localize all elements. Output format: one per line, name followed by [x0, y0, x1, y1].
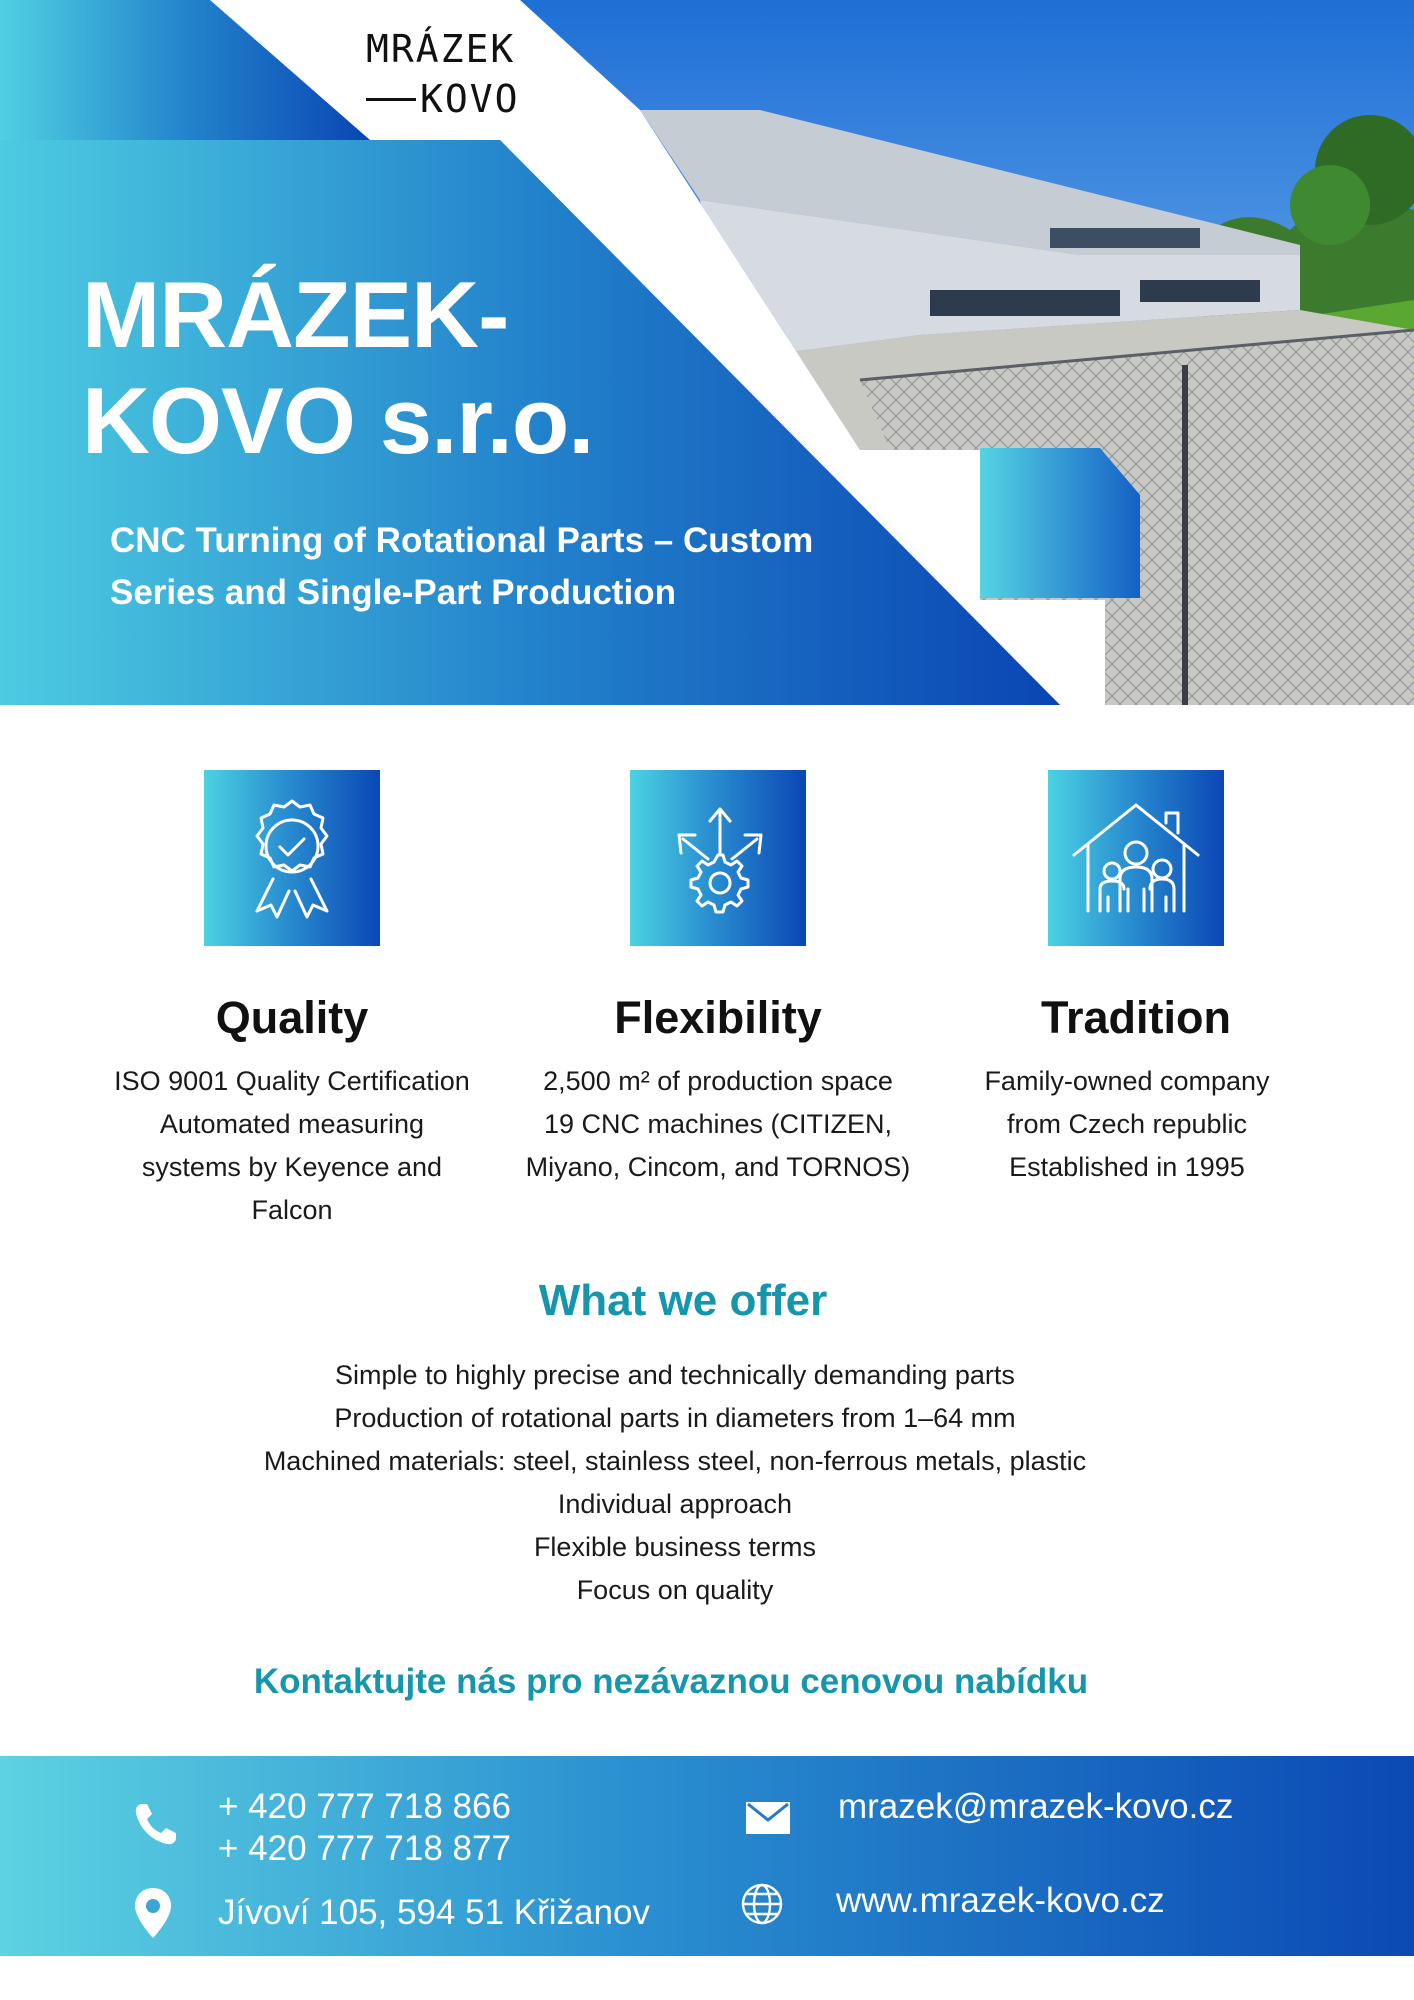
hero-title [82, 262, 702, 474]
cta-text: Kontaktujte nás pro nezávaznou cenovou nabídku [253, 1662, 1089, 1701]
feature-title: Tradition [1041, 992, 1231, 1043]
feature-icon-box [1048, 770, 1224, 946]
feature-line: from Czech republic [1006, 1109, 1248, 1139]
feature-quality [82, 770, 502, 1232]
logo-line1: MRÁZEK [366, 27, 516, 71]
offer-item: Flexible business terms [533, 1532, 817, 1562]
feature-line: 2,500 m² of production space [543, 1066, 893, 1096]
hero-title-line2: KOVO s.r.o. [82, 368, 594, 473]
feature-line: Established in 1995 [1009, 1152, 1245, 1182]
email-icon [746, 1802, 790, 1834]
feature-flexibility [508, 770, 928, 1189]
hero-banner [0, 0, 1414, 705]
feature-line: Falcon [251, 1195, 333, 1225]
feature-description [908, 1060, 1346, 1189]
feature-line: systems by Keyence and [141, 1152, 443, 1182]
call-to-action [0, 1662, 1414, 1702]
accent-shape [980, 448, 1140, 598]
hero-title-line1: MRÁZEK- [82, 262, 509, 367]
feature-line: Automated measuring [159, 1109, 425, 1139]
phone-number-2[interactable]: + 420 777 718 877 [218, 1829, 511, 1868]
email-link[interactable]: mrazek@mrazek-kovo.cz [838, 1787, 1234, 1826]
award-ribbon-check-icon [227, 793, 357, 923]
address-text: Jívoví 105, 594 51 Křižanov [218, 1893, 650, 1932]
top-blue-shape [0, 0, 370, 140]
features-section [0, 770, 1414, 1240]
feature-title: Flexibility [614, 992, 822, 1043]
website-link[interactable]: www.mrazek-kovo.cz [836, 1881, 1165, 1920]
hero-subtitle [110, 515, 870, 619]
company-logo [366, 24, 520, 124]
offer-item: Machined materials: steel, stainless steel, non-ferrous metals, plastic [263, 1446, 1087, 1476]
logo-line2: KOVO [420, 77, 520, 121]
logo-dash [366, 98, 416, 101]
globe-icon [740, 1882, 784, 1926]
feature-description [82, 1060, 502, 1232]
house-family-icon [1066, 793, 1206, 923]
feature-icon-box [630, 770, 806, 946]
offer-item: Focus on quality [576, 1575, 774, 1605]
feature-line: ISO 9001 Quality Certification [114, 1066, 470, 1096]
offer-item: Individual approach [557, 1489, 793, 1519]
hero-subtitle-line1: CNC Turning of Rotational Parts – Custom [110, 521, 814, 560]
gear-arrows-icon [653, 793, 783, 923]
offer-section [0, 1270, 1414, 1612]
feature-title: Quality [215, 992, 369, 1043]
feature-line: Miyano, Cincom, and TORNOS) [525, 1152, 911, 1182]
hero-subtitle-line2: Series and Single-Part Production [110, 573, 676, 612]
offer-title: What we offer [538, 1276, 828, 1325]
feature-line: Family-owned company [984, 1066, 1270, 1096]
offer-item: Simple to highly precise and technically demanding parts [335, 1360, 1015, 1390]
feature-description [508, 1060, 928, 1189]
phone-number-1[interactable]: + 420 777 718 866 [218, 1787, 511, 1826]
phone-icon [132, 1800, 180, 1848]
feature-line: 19 CNC machines (CITIZEN, [543, 1109, 893, 1139]
location-pin-icon [133, 1886, 173, 1940]
contact-footer [0, 1756, 1414, 1956]
feature-tradition [926, 770, 1346, 1189]
feature-icon-box [204, 770, 380, 946]
offer-item: Production of rotational parts in diameters from 1–64 mm [334, 1403, 1016, 1433]
offer-list [0, 1354, 1382, 1612]
